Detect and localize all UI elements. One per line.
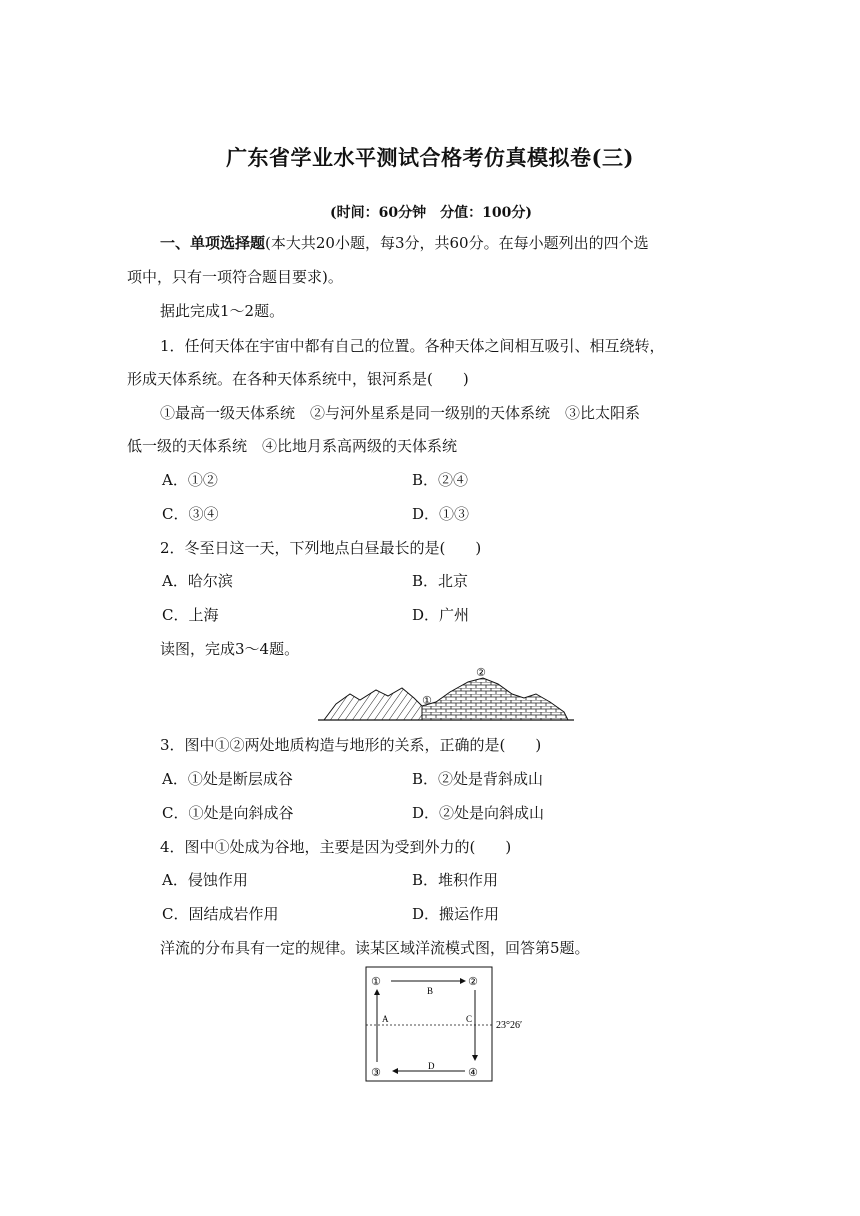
circle-1: ①	[371, 975, 381, 988]
circle-4: ④	[468, 1066, 478, 1079]
q3-option-d[interactable]: D．②处是向斜成山	[412, 804, 545, 822]
ocean-current-diagram	[365, 966, 545, 1084]
section-intro-cont: 项中，只有一项符合题目要求)。	[127, 268, 343, 286]
circle-2: ②	[468, 975, 478, 988]
label-2: ②	[476, 666, 486, 679]
current-label-a: A	[382, 1014, 389, 1024]
question-1-stem: 1．任何天体在宇宙中都有自己的位置。各种天体之间相互吸引、相互绕转，	[160, 337, 665, 355]
section-intro	[160, 233, 649, 253]
q3-option-a[interactable]: A．①处是断层成谷	[162, 770, 293, 788]
q1-option-c[interactable]: C．③④	[162, 505, 219, 523]
q4-option-a[interactable]: A．侵蚀作用	[162, 871, 248, 889]
question-3-stem: 3．图中①②两处地质构造与地形的关系，正确的是( )	[160, 736, 542, 754]
q3-option-b[interactable]: B．②处是背斜成山	[412, 770, 544, 788]
page-title: 广东省学业水平测试合格考仿真模拟卷(三)	[226, 145, 634, 170]
geology-profile-figure	[318, 664, 574, 724]
exam-meta: (时间：60分钟 分值：100分)	[330, 205, 532, 221]
left-mountains	[324, 688, 422, 720]
right-mountains	[422, 678, 568, 720]
q1-option-a[interactable]: A．①②	[162, 471, 218, 489]
q2-option-d[interactable]: D．广州	[412, 606, 470, 624]
q3-option-c[interactable]: C．①处是向斜成谷	[162, 804, 294, 822]
q2-option-b[interactable]: B．北京	[412, 572, 469, 590]
current-label-b: B	[427, 986, 434, 996]
q4-option-b[interactable]: B．堆积作用	[412, 871, 499, 889]
q4-option-d[interactable]: D．搬运作用	[412, 905, 500, 923]
q2-option-c[interactable]: C．上海	[162, 606, 219, 624]
lead-text: 据此完成1～2题。	[160, 302, 285, 320]
question-2-stem: 2．冬至日这一天，下列地点白昼最长的是( )	[160, 539, 482, 557]
lead-text: 读图，完成3～4题。	[160, 640, 300, 658]
lead-text: 洋流的分布具有一定的规律。读某区域洋流模式图，回答第5题。	[160, 939, 590, 957]
section-intro-text: (本大共20小题，每3分，共60分。在每小题列出的四个选	[265, 234, 649, 252]
current-label-c: C	[466, 1014, 473, 1024]
section-heading: 一、单项选择题	[160, 234, 266, 252]
question-1-items-cont: 低一级的天体系统 ④比地月系高两级的天体系统	[127, 437, 458, 455]
q2-option-a[interactable]: A．哈尔滨	[162, 572, 233, 590]
q1-option-d[interactable]: D．①③	[412, 505, 470, 523]
question-4-stem: 4．图中①处成为谷地，主要是因为受到外力的( )	[160, 838, 512, 856]
current-label-d: D	[428, 1061, 435, 1071]
circle-3: ③	[371, 1066, 381, 1079]
latitude-label: 23°26′	[496, 1020, 523, 1031]
label-1: ①	[422, 694, 432, 707]
question-1-items: ①最高一级天体系统 ②与河外星系是同一级别的天体系统 ③比太阳系	[160, 404, 641, 422]
q1-option-b[interactable]: B．②④	[412, 471, 469, 489]
q4-option-c[interactable]: C．固结成岩作用	[162, 905, 279, 923]
question-1-stem-cont: 形成天体系统。在各种天体系统中，银河系是( )	[127, 370, 469, 388]
